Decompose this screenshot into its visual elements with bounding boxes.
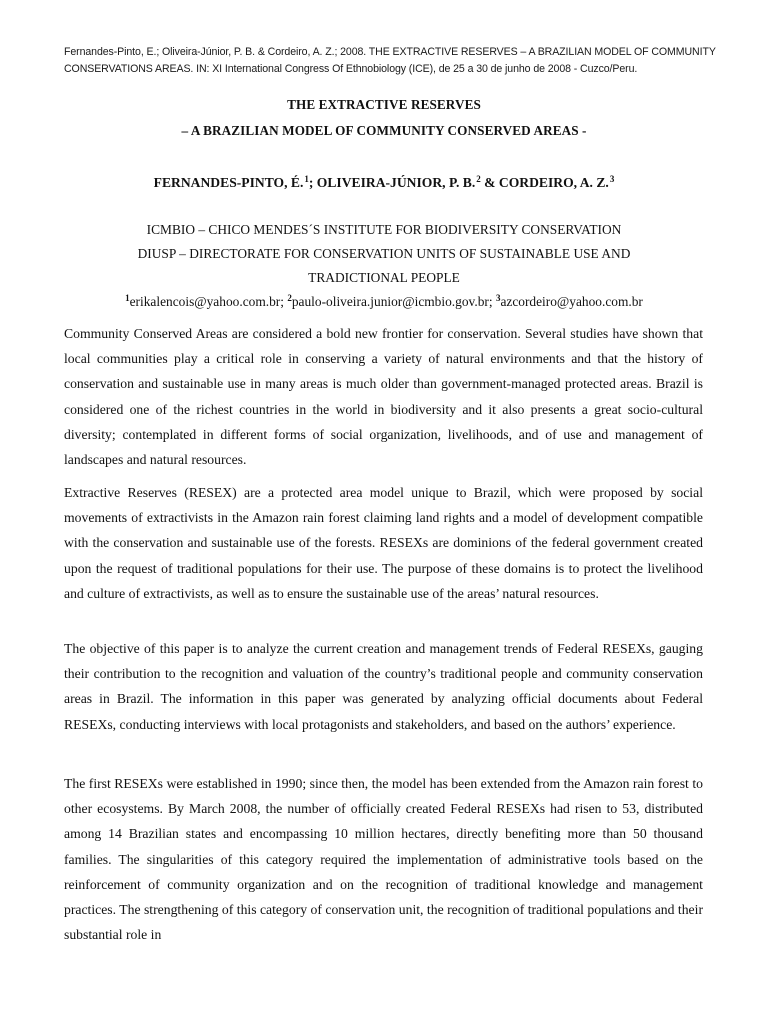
email-1: erikalencois@yahoo.com.br; xyxy=(129,294,288,309)
body-paragraph-2: Extractive Reserves (RESEX) are a protected area model unique to Brazil, which were proposed by social movements of extractivists in the Amazon rain forest claiming land rights and a model of development compatible with the conservation and sustainable use of the forests. RESEXs are dominions of the federal government created upon the request of traditional populations for their use. The purpose of these domains is to protect the livelihood and culture of extractivists, as well as to ensure the sustainable use of the areas’ natural resources. xyxy=(64,485,703,601)
body-paragraph-3: The objective of this paper is to analyze the current creation and management trends of Federal RESEXs, gauging their contribution to the recognition and valuation of the country’s traditional people and community conservation areas in Brazil. The information in this paper was generated by analyzing official documents about Federal RESEXs, conducting interviews with local protagonists and stakeholders, and based on the authors’ experience. xyxy=(64,641,703,732)
paper-title-line-2: – A BRAZILIAN MODEL OF COMMUNITY CONSERVED AREAS - xyxy=(181,123,587,138)
author-3-affiliation-mark: 3 xyxy=(609,174,615,184)
email-2: paulo-oliveira.junior@icmbio.gov.br; xyxy=(291,294,496,309)
email-3-mark: 3 xyxy=(495,293,501,303)
email-3: azcordeiro@yahoo.com.br xyxy=(500,294,643,309)
institution-line-2: DIUSP – DIRECTORATE FOR CONSERVATION UNITS OF SUSTAINABLE USE AND xyxy=(137,246,631,261)
author-3: & CORDEIRO, A. Z. xyxy=(480,175,609,190)
author-1-affiliation-mark: 1 xyxy=(304,174,309,184)
author-emails xyxy=(0,293,768,310)
citation-header: Fernandes-Pinto, E.; Oliveira-Júnior, P. B. & Cordeiro, A. Z.; 2008. THE EXTRACTIVE RESERVES – A BRAZILIAN MODEL OF COMMUNITY CONSERVATIONS AREAS. IN: XI International Congress Of Ethnobiology (ICE), de 25 a 30 de junho de 2008 - Cuzco/Peru. xyxy=(64,46,716,75)
institution-line-1: ICMBIO – CHICO MENDES´S INSTITUTE FOR BIODIVERSITY CONSERVATION xyxy=(146,222,622,237)
author-1: FERNANDES-PINTO, É. xyxy=(153,175,304,190)
author-2: ; OLIVEIRA-JÚNIOR, P. B. xyxy=(308,175,476,190)
paper-title-line-1: THE EXTRACTIVE RESERVES xyxy=(287,97,481,112)
email-2-mark: 2 xyxy=(287,293,292,303)
author-list xyxy=(0,174,768,191)
email-1-mark: 1 xyxy=(125,293,130,303)
author-2-affiliation-mark: 2 xyxy=(476,174,481,184)
body-paragraph-4: The first RESEXs were established in 1990; since then, the model has been extended from the Amazon rain forest to other ecosystems. By March 2008, the number of officially created Federal RESEXs had risen to 53, distributed among 14 Brazilian states and encompassing 10 million hectares, directly benefiting more than 50 thousand families. The singularities of this category required the implementation of administrative tools based on the reinforcement of community organization and on the recognition of traditional knowledge and management practices. The strengthening of this category of conservation unit, the recognition of traditional populations and their substantial role in xyxy=(64,776,703,943)
body-paragraph-1: Community Conserved Areas are considered a bold new frontier for conservation. Several studies have shown that local communities play a critical role in conserving a variety of natural environments and that the history of conservation and sustainable use in many areas is much older than government-managed protected areas. Brazil is considered one of the richest countries in the world in biodiversity and it also presents a great socio-cultural diversity; contemplated in different forms of social organization, livelihoods, and of use and management of landscapes and natural resources. xyxy=(64,326,703,468)
institution-line-3: TRADICTIONAL PEOPLE xyxy=(308,270,460,285)
